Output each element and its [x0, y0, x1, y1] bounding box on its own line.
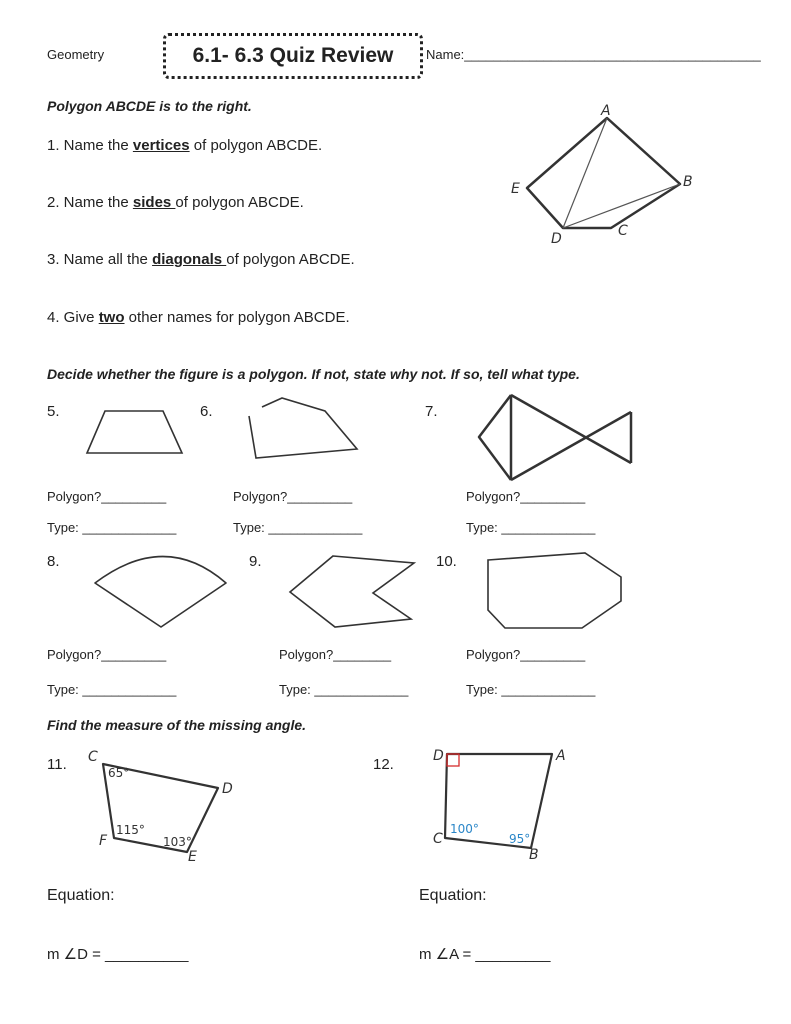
q11-equation-label: Equation:	[47, 887, 115, 904]
label-c: C	[618, 223, 628, 239]
q11-angle-c: 65°	[108, 766, 130, 780]
q12-label-a: A	[556, 748, 566, 764]
q12-equation-label: Equation:	[419, 887, 487, 904]
q11-label-d: D	[222, 781, 233, 797]
item-5-type-blank[interactable]: Type: _____________	[47, 520, 177, 535]
label-a: A	[601, 103, 611, 119]
item-6-polygon-blank[interactable]: Polygon?_________	[233, 489, 353, 504]
question-4: 4. Give two other names for polygon ABCDE.	[47, 309, 350, 326]
section2-heading: Decide whether the figure is a polygon. If not, state why not. If so, tell what type.	[47, 366, 580, 382]
page-title: 6.1- 6.3 Quiz Review	[192, 44, 394, 67]
item-7-type-blank[interactable]: Type: _____________	[466, 520, 596, 535]
item-10-type-blank[interactable]: Type: _____________	[466, 682, 596, 697]
subject-label: Geometry	[47, 47, 105, 62]
item-8-type-blank[interactable]: Type: _____________	[47, 682, 177, 697]
label-b: B	[683, 174, 693, 190]
item-5-number: 5.	[47, 403, 60, 420]
item-10-polygon-blank[interactable]: Polygon?_________	[466, 647, 586, 662]
item-7-number: 7.	[425, 403, 438, 420]
question-11-number: 11.	[47, 756, 67, 773]
section3-heading: Find the measure of the missing angle.	[47, 717, 307, 733]
item-5-polygon-blank[interactable]: Polygon?_________	[47, 489, 167, 504]
item-6-number: 6.	[200, 403, 213, 420]
item-6-type-blank[interactable]: Type: _____________	[233, 520, 363, 535]
q11-answer-blank[interactable]: m ∠D = __________	[47, 946, 189, 963]
question-3: 3. Name all the diagonals of polygon ABCDE.	[47, 251, 355, 268]
q12-label-b: B	[529, 847, 539, 863]
q11-label-f: F	[99, 833, 108, 849]
item-9-type-blank[interactable]: Type: _____________	[279, 682, 409, 697]
q11-angle-e: 103°	[163, 835, 192, 849]
q12-answer-blank[interactable]: m ∠A = _________	[419, 946, 551, 963]
q11-label-c: C	[88, 749, 98, 765]
name-field[interactable]: Name:_________________________________________	[426, 47, 761, 62]
item-10-number: 10.	[436, 553, 457, 570]
q11-label-e: E	[188, 849, 197, 865]
q12-angle-c: 100°	[450, 822, 479, 836]
q12-angle-b: 95°	[509, 832, 531, 846]
label-d: D	[551, 231, 562, 247]
label-e: E	[511, 181, 520, 197]
q11-angle-f: 115°	[116, 823, 145, 837]
item-8-polygon-blank[interactable]: Polygon?_________	[47, 647, 167, 662]
right-angle-marker	[447, 754, 459, 766]
item-9-polygon-blank[interactable]: Polygon?________	[279, 647, 392, 662]
item-9-number: 9.	[249, 553, 262, 570]
q12-label-d: D	[433, 748, 444, 764]
item-7-polygon-blank[interactable]: Polygon?_________	[466, 489, 586, 504]
section1-heading: Polygon ABCDE is to the right.	[47, 98, 252, 114]
q12-label-c: C	[433, 831, 443, 847]
question-2: 2. Name the sides of polygon ABCDE.	[47, 194, 304, 211]
question-12-number: 12.	[373, 756, 394, 773]
question-1: 1. Name the vertices of polygon ABCDE.	[47, 137, 323, 154]
item-8-number: 8.	[47, 553, 60, 570]
